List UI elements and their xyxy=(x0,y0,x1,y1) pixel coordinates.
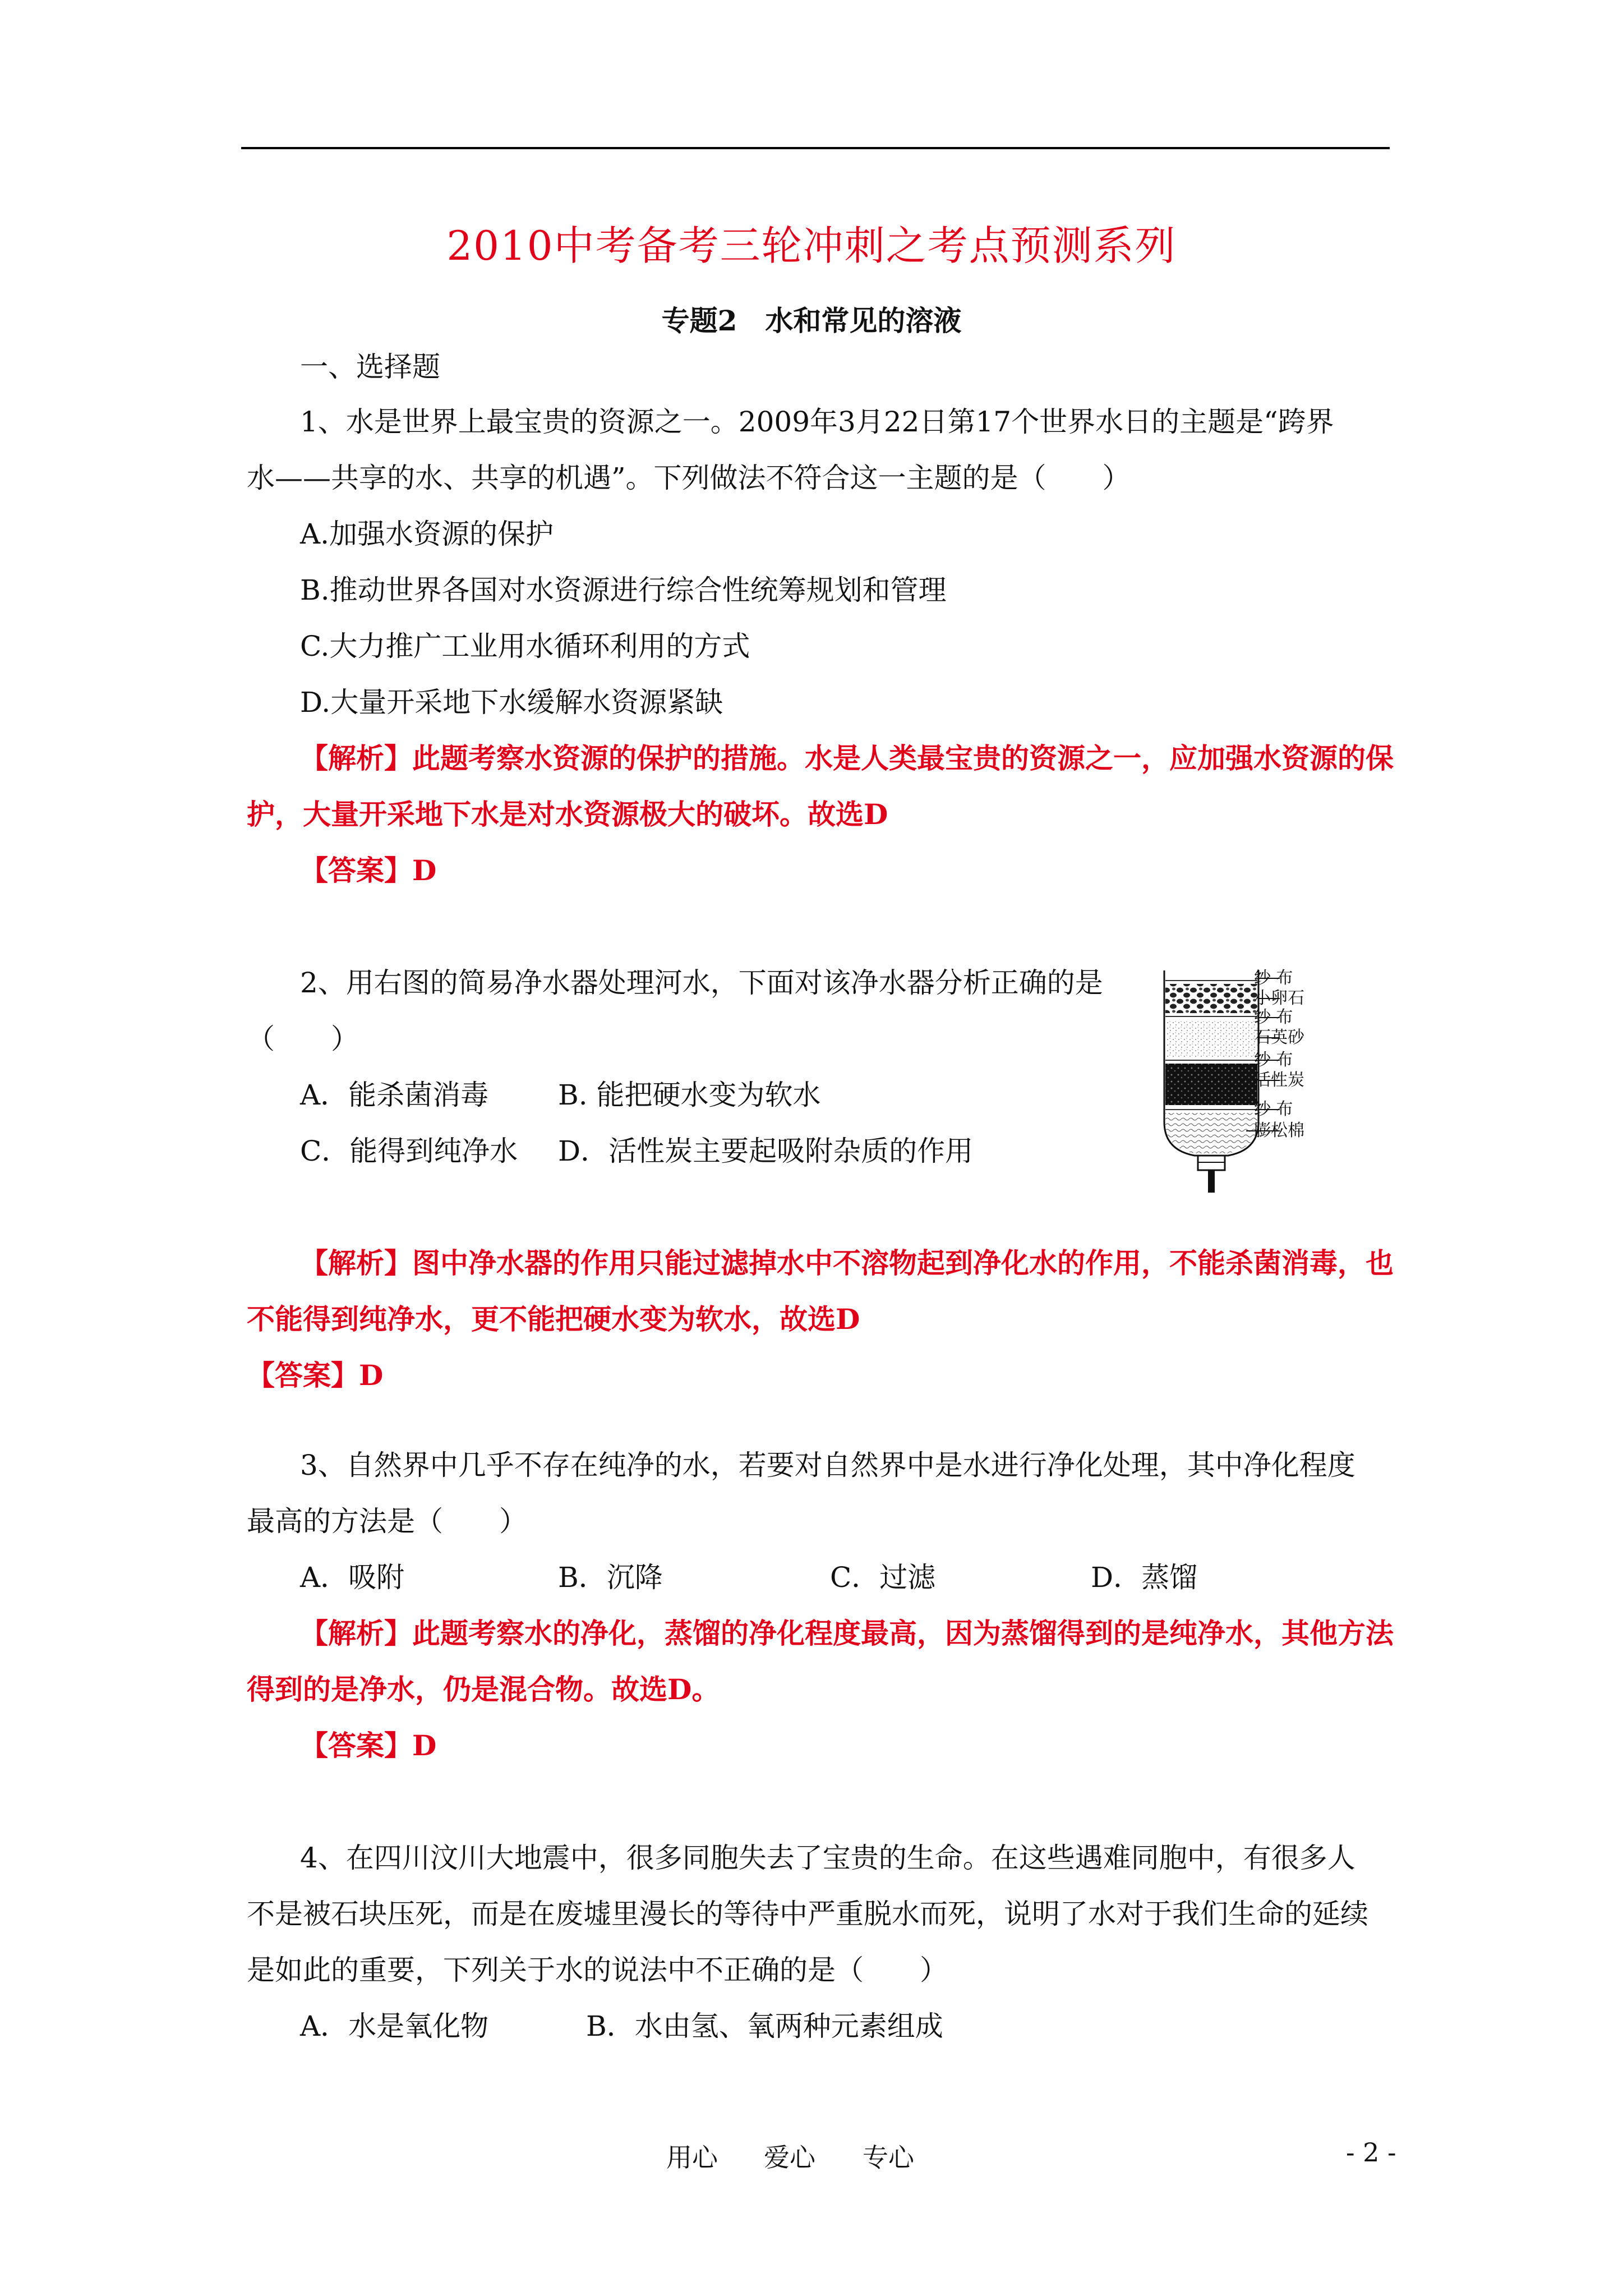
q3-analysis-line2: 得到的是净水，仍是混合物。故选D。 xyxy=(247,1673,720,1706)
filter-label-cotton: 膨松棉 xyxy=(1254,1121,1304,1140)
q1-option-d: D.大量开采地下水缓解水资源紧缺 xyxy=(300,686,723,719)
q1-stem-line2: 水——共享的水、共享的机遇”。下列做法不符合这一主题的是（ ） xyxy=(247,462,1131,494)
filter-label-gauze-2: 纱 布 xyxy=(1254,1007,1293,1027)
filter-label-gauze-3: 纱 布 xyxy=(1254,1050,1293,1070)
filter-label-gauze-4: 纱 布 xyxy=(1254,1099,1293,1119)
q2-option-d: D．活性炭主要起吸附杂质的作用 xyxy=(558,1135,974,1167)
q2-analysis-line1: 【解析】图中净水器的作用只能过滤掉水中不溶物起到净化水的作用，不能杀菌消毒，也 xyxy=(300,1246,1394,1280)
q4-stem-line2: 不是被石块压死，而是在废墟里漫长的等待中严重脱水而死，说明了水对于我们生命的延续 xyxy=(247,1898,1368,1930)
footer-motto-3: 专心 xyxy=(863,2142,914,2173)
q3-stem-line1: 3、自然界中几乎不存在纯净的水，若要对自然界中是水进行净化处理，其中净化程度 xyxy=(300,1449,1355,1481)
filter-label-quartz-sand: 石英砂 xyxy=(1254,1028,1304,1047)
q1-analysis-line2: 护，大量开采地下水是对水资源极大的破坏。故选D xyxy=(247,798,888,831)
page-number: - 2 - xyxy=(1346,2137,1396,2168)
q3-stem-line2: 最高的方法是（ ） xyxy=(247,1505,527,1538)
q1-stem-line1: 1、水是世界上最宝贵的资源之一。2009年3月22日第17个世界水日的主题是“跨界 xyxy=(300,406,1334,438)
filter-label-activated-carbon: 活性炭 xyxy=(1254,1070,1304,1090)
q2-option-a: A．能杀菌消毒 xyxy=(300,1079,489,1111)
q2-stem-line2: （ ） xyxy=(247,1023,359,1055)
section-heading: 一、选择题 xyxy=(300,351,440,383)
header-rule xyxy=(241,147,1390,149)
q1-answer: 【答案】D xyxy=(300,854,437,887)
q1-option-c: C.大力推广工业用水循环利用的方式 xyxy=(300,630,750,662)
filter-label-gauze-1: 纱 布 xyxy=(1254,968,1293,988)
q1-analysis-line1: 【解析】此题考察水资源的保护的措施。水是人类最宝贵的资源之一，应加强水资源的保 xyxy=(300,742,1394,775)
q2-stem-line1: 2、用右图的简易净水器处理河水，下面对该净水器分析正确的是 xyxy=(300,967,1103,999)
footer-motto-2: 爱心 xyxy=(764,2142,815,2173)
q3-answer: 【答案】D xyxy=(300,1729,437,1762)
page-title: 2010中考备考三轮冲刺之考点预测系列 xyxy=(446,222,1177,269)
page-subtitle: 专题2 水和常见的溶液 xyxy=(661,304,962,337)
q3-option-d: D．蒸馏 xyxy=(1091,1561,1198,1594)
q1-option-a: A.加强水资源的保护 xyxy=(300,518,554,550)
q4-options-row xyxy=(300,2009,1141,2043)
q3-option-a: A．吸附 xyxy=(300,1561,405,1594)
q3-option-c: C．过滤 xyxy=(830,1561,936,1594)
q3-analysis-line1: 【解析】此题考察水的净化，蒸馏的净化程度最高，因为蒸馏得到的是纯净水，其他方法 xyxy=(300,1617,1394,1650)
q4-option-a: A．水是氧化物 xyxy=(300,2010,489,2042)
q3-option-b: B．沉降 xyxy=(558,1561,663,1594)
footer-motto-1: 用心 xyxy=(666,2142,718,2173)
q2-option-b: B. 能把硬水变为软水 xyxy=(558,1079,821,1111)
q4-stem-line3: 是如此的重要，下列关于水的说法中不正确的是（ ） xyxy=(247,1954,948,1986)
q4-stem-line1: 4、在四川汶川大地震中，很多同胞失去了宝贵的生命。在这些遇难同胞中，有很多人 xyxy=(300,1842,1355,1874)
q1-option-b: B.推动世界各国对水资源进行综合性统筹规划和管理 xyxy=(300,574,947,606)
q3-options-row xyxy=(300,1561,1366,1594)
q2-options-row1 xyxy=(300,1078,1141,1112)
filter-label-pebbles: 小卵石 xyxy=(1254,988,1304,1008)
q2-analysis-line2: 不能得到纯净水，更不能把硬水变为软水，故选D xyxy=(247,1303,860,1336)
q2-option-c: C．能得到纯净水 xyxy=(300,1135,518,1167)
q2-options-row2 xyxy=(300,1134,1141,1168)
q2-answer: 【答案】D xyxy=(247,1359,384,1392)
q4-option-b: B．水由氢、氧两种元素组成 xyxy=(586,2010,943,2042)
